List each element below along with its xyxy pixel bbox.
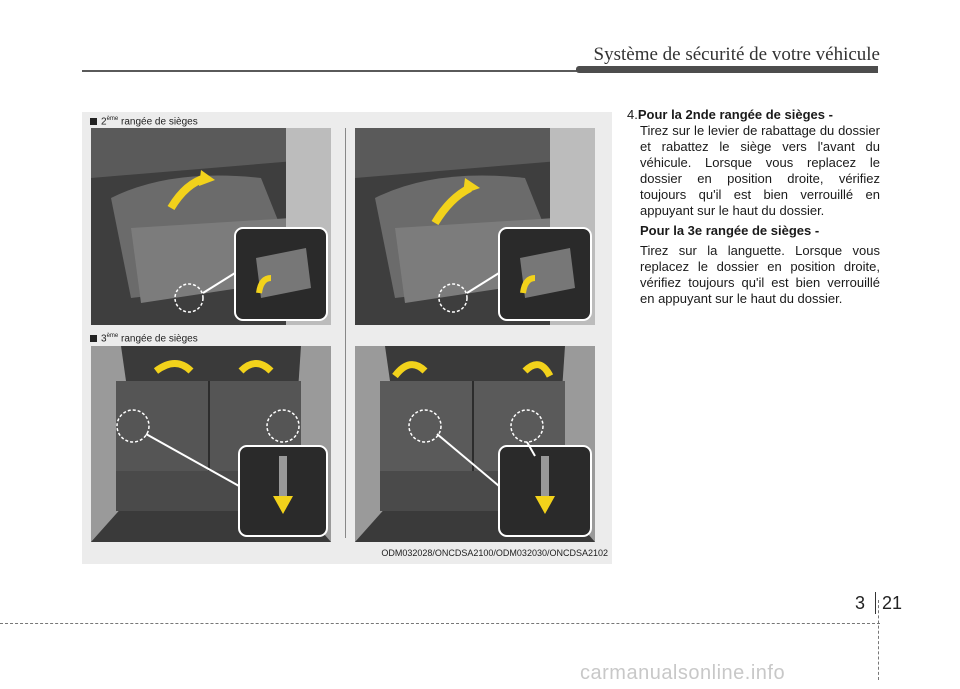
page-number-separator <box>875 592 876 614</box>
step-heading-row3: Pour la 3e rangée de sièges - <box>640 223 820 238</box>
photo-row2-folded <box>355 128 595 325</box>
photo-row2-folding <box>91 128 331 325</box>
bullet-square-icon <box>90 335 97 342</box>
figure-label-row2: 2ème rangée de sièges <box>90 116 198 127</box>
step-paragraph-row2: Tirez sur le levier de rabattage du dossier et rabattez le siège vers l'avant du véhicule. Lorsque vous replacez le dossier en position droite, vérifiez toujours qu'il est bien verrouillé en appuyant sur le haut du dossier. <box>640 123 880 218</box>
header-rule-accent <box>576 66 878 73</box>
figure-code: ODM032028/ONCDSA2100/ODM032030/ONCDSA2102 <box>381 548 608 558</box>
step-heading: Pour la 2nde rangée de sièges - <box>637 107 833 122</box>
instructions-column <box>627 107 880 311</box>
figure-label-row3: 3ème rangée de sièges <box>90 333 198 344</box>
footer-vertical-rule <box>878 600 879 680</box>
bullet-square-icon <box>90 118 97 125</box>
step-heading-row2 <box>627 107 880 123</box>
chapter-number: 3 <box>855 593 866 613</box>
watermark: carmanualsonline.info <box>580 662 786 684</box>
step-paragraph-row3: Tirez sur la languette. Lorsque vous replacez le dossier en position droite, vérifiez toujours qu'il est bien verrouillé en appuyant sur le haut du dossier. <box>640 243 880 306</box>
figure-divider <box>345 128 346 538</box>
photo-row3-folding <box>91 346 331 542</box>
photo-row3-folded <box>355 346 595 542</box>
footer-rule <box>0 623 880 624</box>
step-number: 4. <box>627 107 638 122</box>
page-number: 21 <box>882 593 903 613</box>
page-header-title: Système de sécurité de votre véhicule <box>593 44 880 65</box>
